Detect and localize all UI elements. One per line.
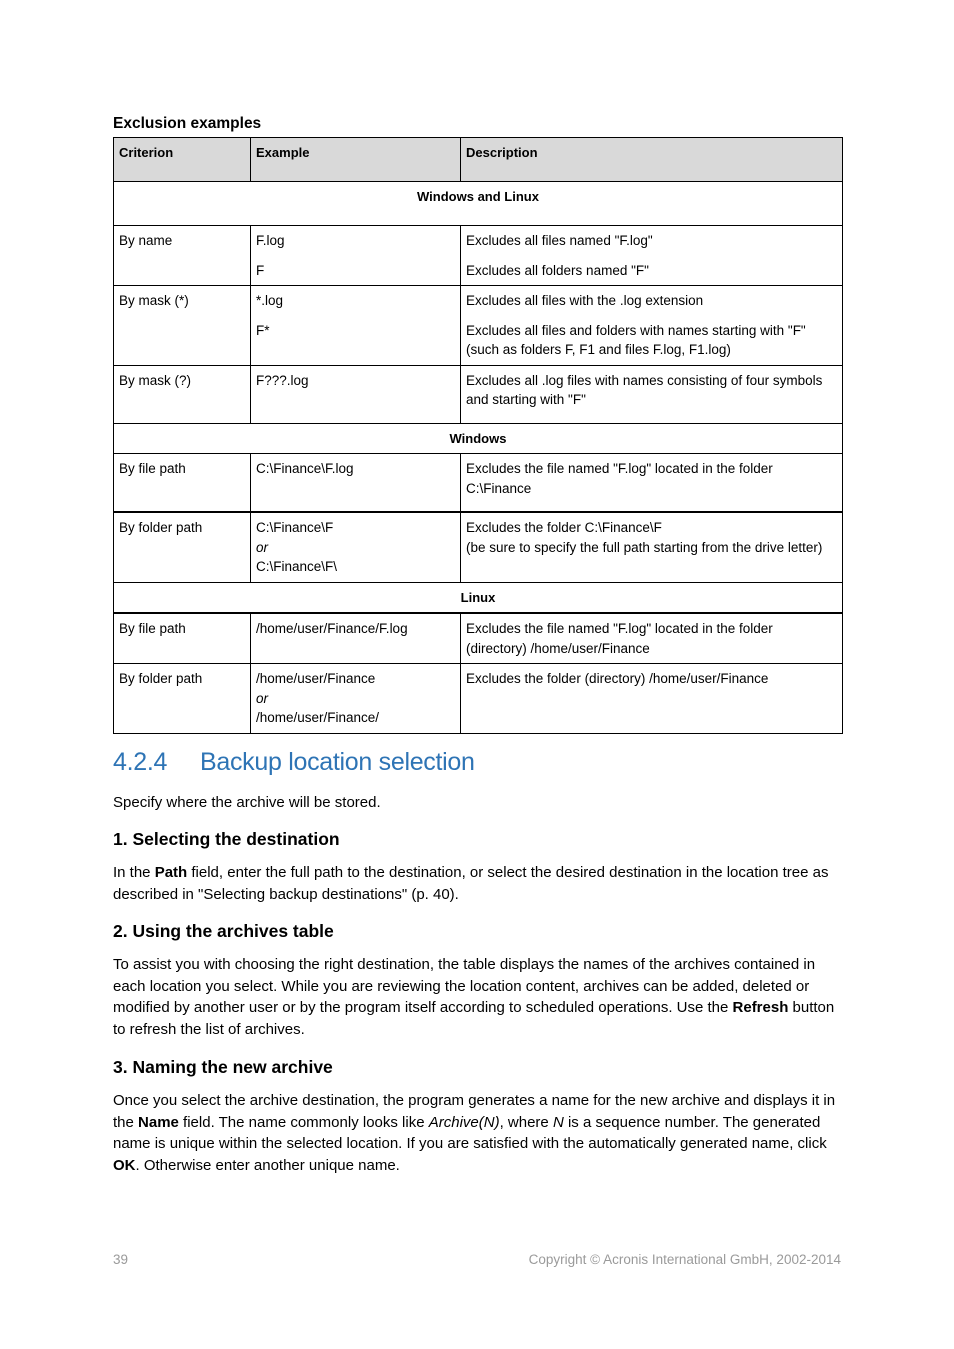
bold-term: Name <box>138 1113 179 1131</box>
criterion-cell: By folder path <box>114 664 251 734</box>
criterion-cell: By mask (*) <box>114 286 251 366</box>
table-header-row <box>114 138 843 182</box>
description-cell: Excludes the file named "F.log" located in the folder C:\Finance <box>461 454 843 513</box>
table-row <box>114 613 843 664</box>
section-title: Backup location selection <box>200 748 475 776</box>
paragraph-destination <box>113 862 843 905</box>
description-text: (be sure to specify the full path starting from the drive letter) <box>466 539 823 555</box>
header-criterion: Criterion <box>114 138 251 182</box>
table-row <box>114 286 843 366</box>
description-text: Excludes all files named "F.log" <box>466 233 653 248</box>
section-row <box>114 182 843 226</box>
header-example: Example <box>251 138 461 182</box>
subheading-destination: 1. Selecting the destination <box>113 829 340 849</box>
paragraph-archives-table <box>113 954 843 1040</box>
header-description: Description <box>461 138 843 182</box>
text-run: . Otherwise enter another unique name. <box>135 1156 400 1174</box>
criterion-cell: By file path <box>114 613 251 664</box>
section-linux: Linux <box>114 582 843 613</box>
page-number: 39 <box>113 1252 129 1267</box>
example-value: C:\Finance\F\ <box>256 559 338 574</box>
description-cell <box>461 286 843 366</box>
section-windows-linux: Windows and Linux <box>114 182 843 226</box>
table-row <box>114 365 843 423</box>
text-run: In the <box>113 864 155 881</box>
text-run: , where <box>499 1113 553 1131</box>
description-text: Excludes all folders named "F" <box>466 262 649 278</box>
bold-term: OK <box>113 1156 136 1174</box>
section-row <box>114 582 843 613</box>
description-text: Excludes all files with the .log extension <box>466 293 704 308</box>
copyright: Copyright © Acronis International GmbH, 2002-2014 <box>528 1252 841 1267</box>
description-text: Excludes all files and folders with names starting with "F" (such as folders F, F1 and files F.log, F1.log) <box>466 322 806 357</box>
example-value: C:\Finance\F <box>256 520 334 535</box>
table-row <box>114 664 843 734</box>
text-run: field. The name commonly looks like <box>178 1113 429 1131</box>
example-value: *.log <box>256 293 284 308</box>
table-row <box>114 512 843 582</box>
description-cell: Excludes the folder (directory) /home/user/Finance <box>461 664 843 734</box>
italic-term: Archive(N) <box>428 1113 500 1131</box>
section-intro: Specify where the archive will be stored. <box>113 794 381 811</box>
exclusion-heading: Exclusion examples <box>113 115 262 132</box>
exclusion-table <box>113 137 843 734</box>
criterion-cell: By file path <box>114 454 251 513</box>
example-cell <box>251 226 461 286</box>
example-value: F.log <box>256 233 285 248</box>
text-run: To assist you with choosing the right destination, the table displays the names of the archives contained in each location you select. While you are reviewing the location content, archives can be added, deleted or modified by another user or by the program itself according to scheduled operations. Use the <box>113 956 816 1016</box>
bold-term: Path <box>154 864 188 881</box>
example-value: F <box>256 262 265 278</box>
paragraph-naming <box>113 1090 843 1176</box>
description-text: Excludes the folder C:\Finance\F <box>466 520 662 535</box>
subheading-archives-table: 2. Using the archives table <box>113 921 334 941</box>
criterion-cell: By name <box>114 226 251 286</box>
subheading-naming: 3. Naming the new archive <box>113 1057 333 1077</box>
example-cell <box>251 664 461 734</box>
example-cell: C:\Finance\F.log <box>251 454 461 513</box>
example-cell: F???.log <box>251 365 461 423</box>
example-cell <box>251 512 461 582</box>
description-cell: Excludes the file named "F.log" located in the folder (directory) /home/user/Finance <box>461 613 843 664</box>
table-row <box>114 226 843 286</box>
criterion-cell: By mask (?) <box>114 365 251 423</box>
example-cell <box>251 286 461 366</box>
section-windows: Windows <box>114 423 843 454</box>
description-cell: Excludes all .log files with names consisting of four symbols and starting with "F" <box>461 365 843 423</box>
italic-term: N <box>552 1113 564 1131</box>
or-label: or <box>256 539 269 555</box>
example-value: /home/user/Finance/ <box>256 710 380 725</box>
section-row <box>114 423 843 454</box>
criterion-cell: By folder path <box>114 512 251 582</box>
section-heading <box>113 748 475 777</box>
example-value: /home/user/Finance <box>256 671 376 686</box>
description-cell <box>461 226 843 286</box>
table-row <box>114 454 843 513</box>
text-run: field, enter the full path to the destination, or select the desired destination in the location tree as described in "Selecting backup destinations" (p. 40). <box>113 864 829 903</box>
example-value: F* <box>256 322 270 338</box>
text-run: button to refresh the list of archives. <box>113 999 835 1038</box>
section-number: 4.2.4 <box>113 748 168 776</box>
description-cell <box>461 512 843 582</box>
text-run: Once you select the archive destination, the program generates a name for the new archive and displays it in the <box>113 1092 836 1131</box>
text-run: is a sequence number. The generated name is unique within the selected location. If you are satisfied with the automatically generated name, click <box>113 1113 827 1152</box>
example-cell: /home/user/Finance/F.log <box>251 613 461 664</box>
or-label: or <box>256 690 269 706</box>
bold-term: Refresh <box>732 999 789 1016</box>
